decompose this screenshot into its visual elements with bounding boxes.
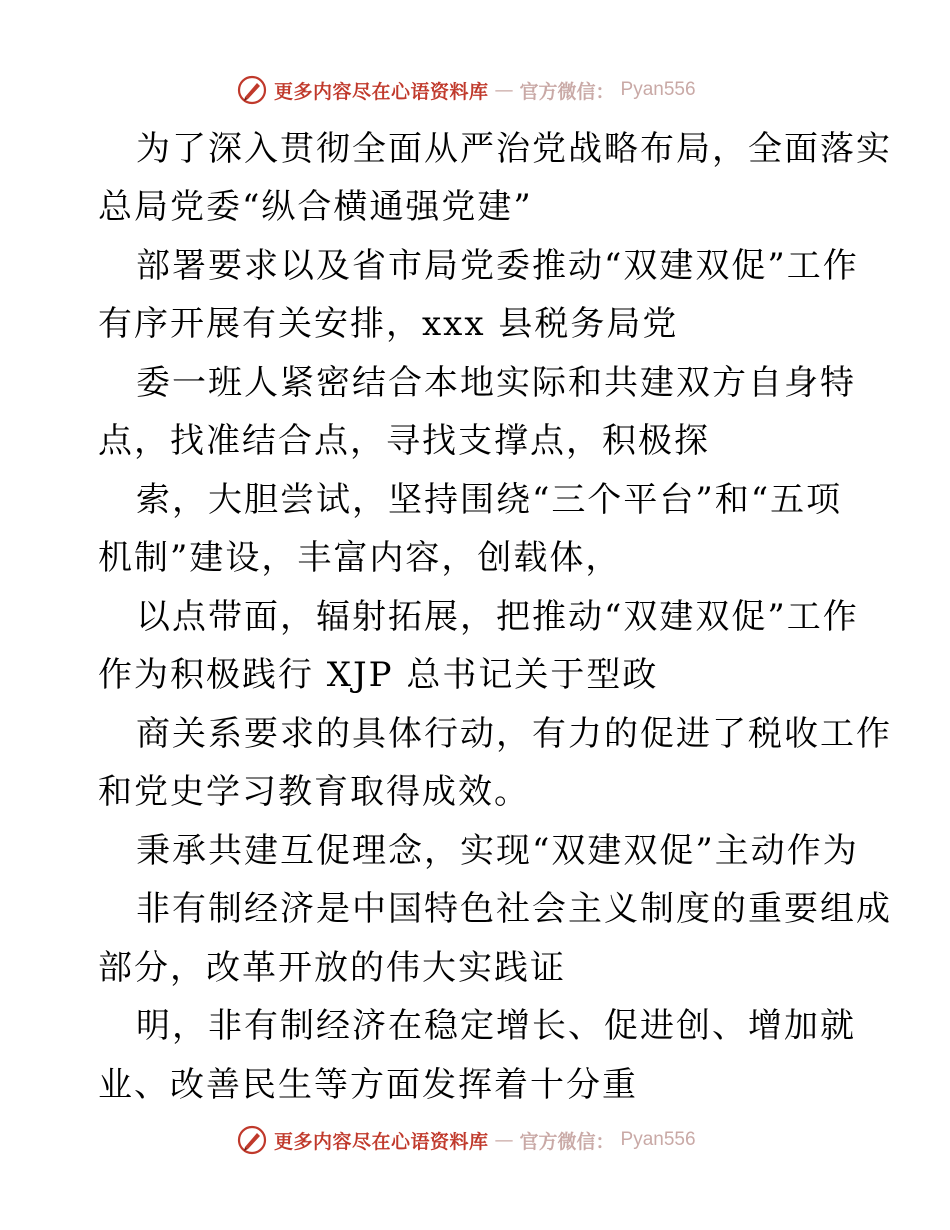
text-line: 业、改善民生等方面发挥着十分重	[98, 1065, 638, 1105]
text-line: 委一班人紧密结合本地实际和共建双方自身特	[136, 363, 856, 403]
text-line: 作为积极践行 XJP 总书记关于型政	[98, 655, 659, 695]
text-line: 商关系要求的具体行动，有力的促进了税收工作	[136, 714, 892, 754]
pen-logo-icon	[236, 74, 268, 106]
text-line: 以点带面，辐射拓展，把推动“双建双促”工作	[136, 597, 859, 637]
watermark-brand-text: 更多内容尽在心语资料库	[274, 1130, 489, 1153]
text-line: 非有制经济是中国特色社会主义制度的重要组成	[136, 889, 892, 929]
text-line: 秉承共建互促理念，实现“双建双促”主动作为	[136, 831, 859, 871]
watermark-account: Pyan556	[620, 1129, 696, 1150]
watermark-official-label: 官方微信：	[519, 1130, 615, 1153]
text-line: 机制”建设，丰富内容，创载体，	[98, 538, 622, 578]
watermark-account: Pyan556	[620, 79, 696, 100]
text-line: 点，找准结合点，寻找支撑点，积极探	[98, 421, 710, 461]
text-line: 明，非有制经济在稳定增长、促进创、增加就	[136, 1006, 856, 1046]
text-line: 部分，改革开放的伟大实践证	[98, 948, 566, 988]
watermark-official-label: 官方微信：	[519, 80, 615, 103]
text-line: 有序开展有关安排，xxx 县税务局党	[98, 304, 679, 344]
watermark-separator: —	[494, 79, 514, 101]
text-line: 索，大胆尝试，坚持围绕“三个平台”和“五项	[136, 480, 843, 520]
pen-logo-icon	[236, 1124, 268, 1156]
text-line: 为了深入贯彻全面从严治党战略布局，全面落实	[136, 129, 892, 169]
text-line: 部署要求以及省市局党委推动“双建双促”工作	[136, 246, 859, 286]
footer-watermark	[236, 1123, 696, 1157]
watermark-separator: —	[494, 1129, 514, 1151]
watermark-brand-text: 更多内容尽在心语资料库	[274, 80, 489, 103]
text-line: 总局党委“纵合横通强党建”	[98, 187, 533, 227]
text-line: 和党史学习教育取得成效。	[98, 772, 530, 812]
header-watermark	[236, 73, 696, 107]
